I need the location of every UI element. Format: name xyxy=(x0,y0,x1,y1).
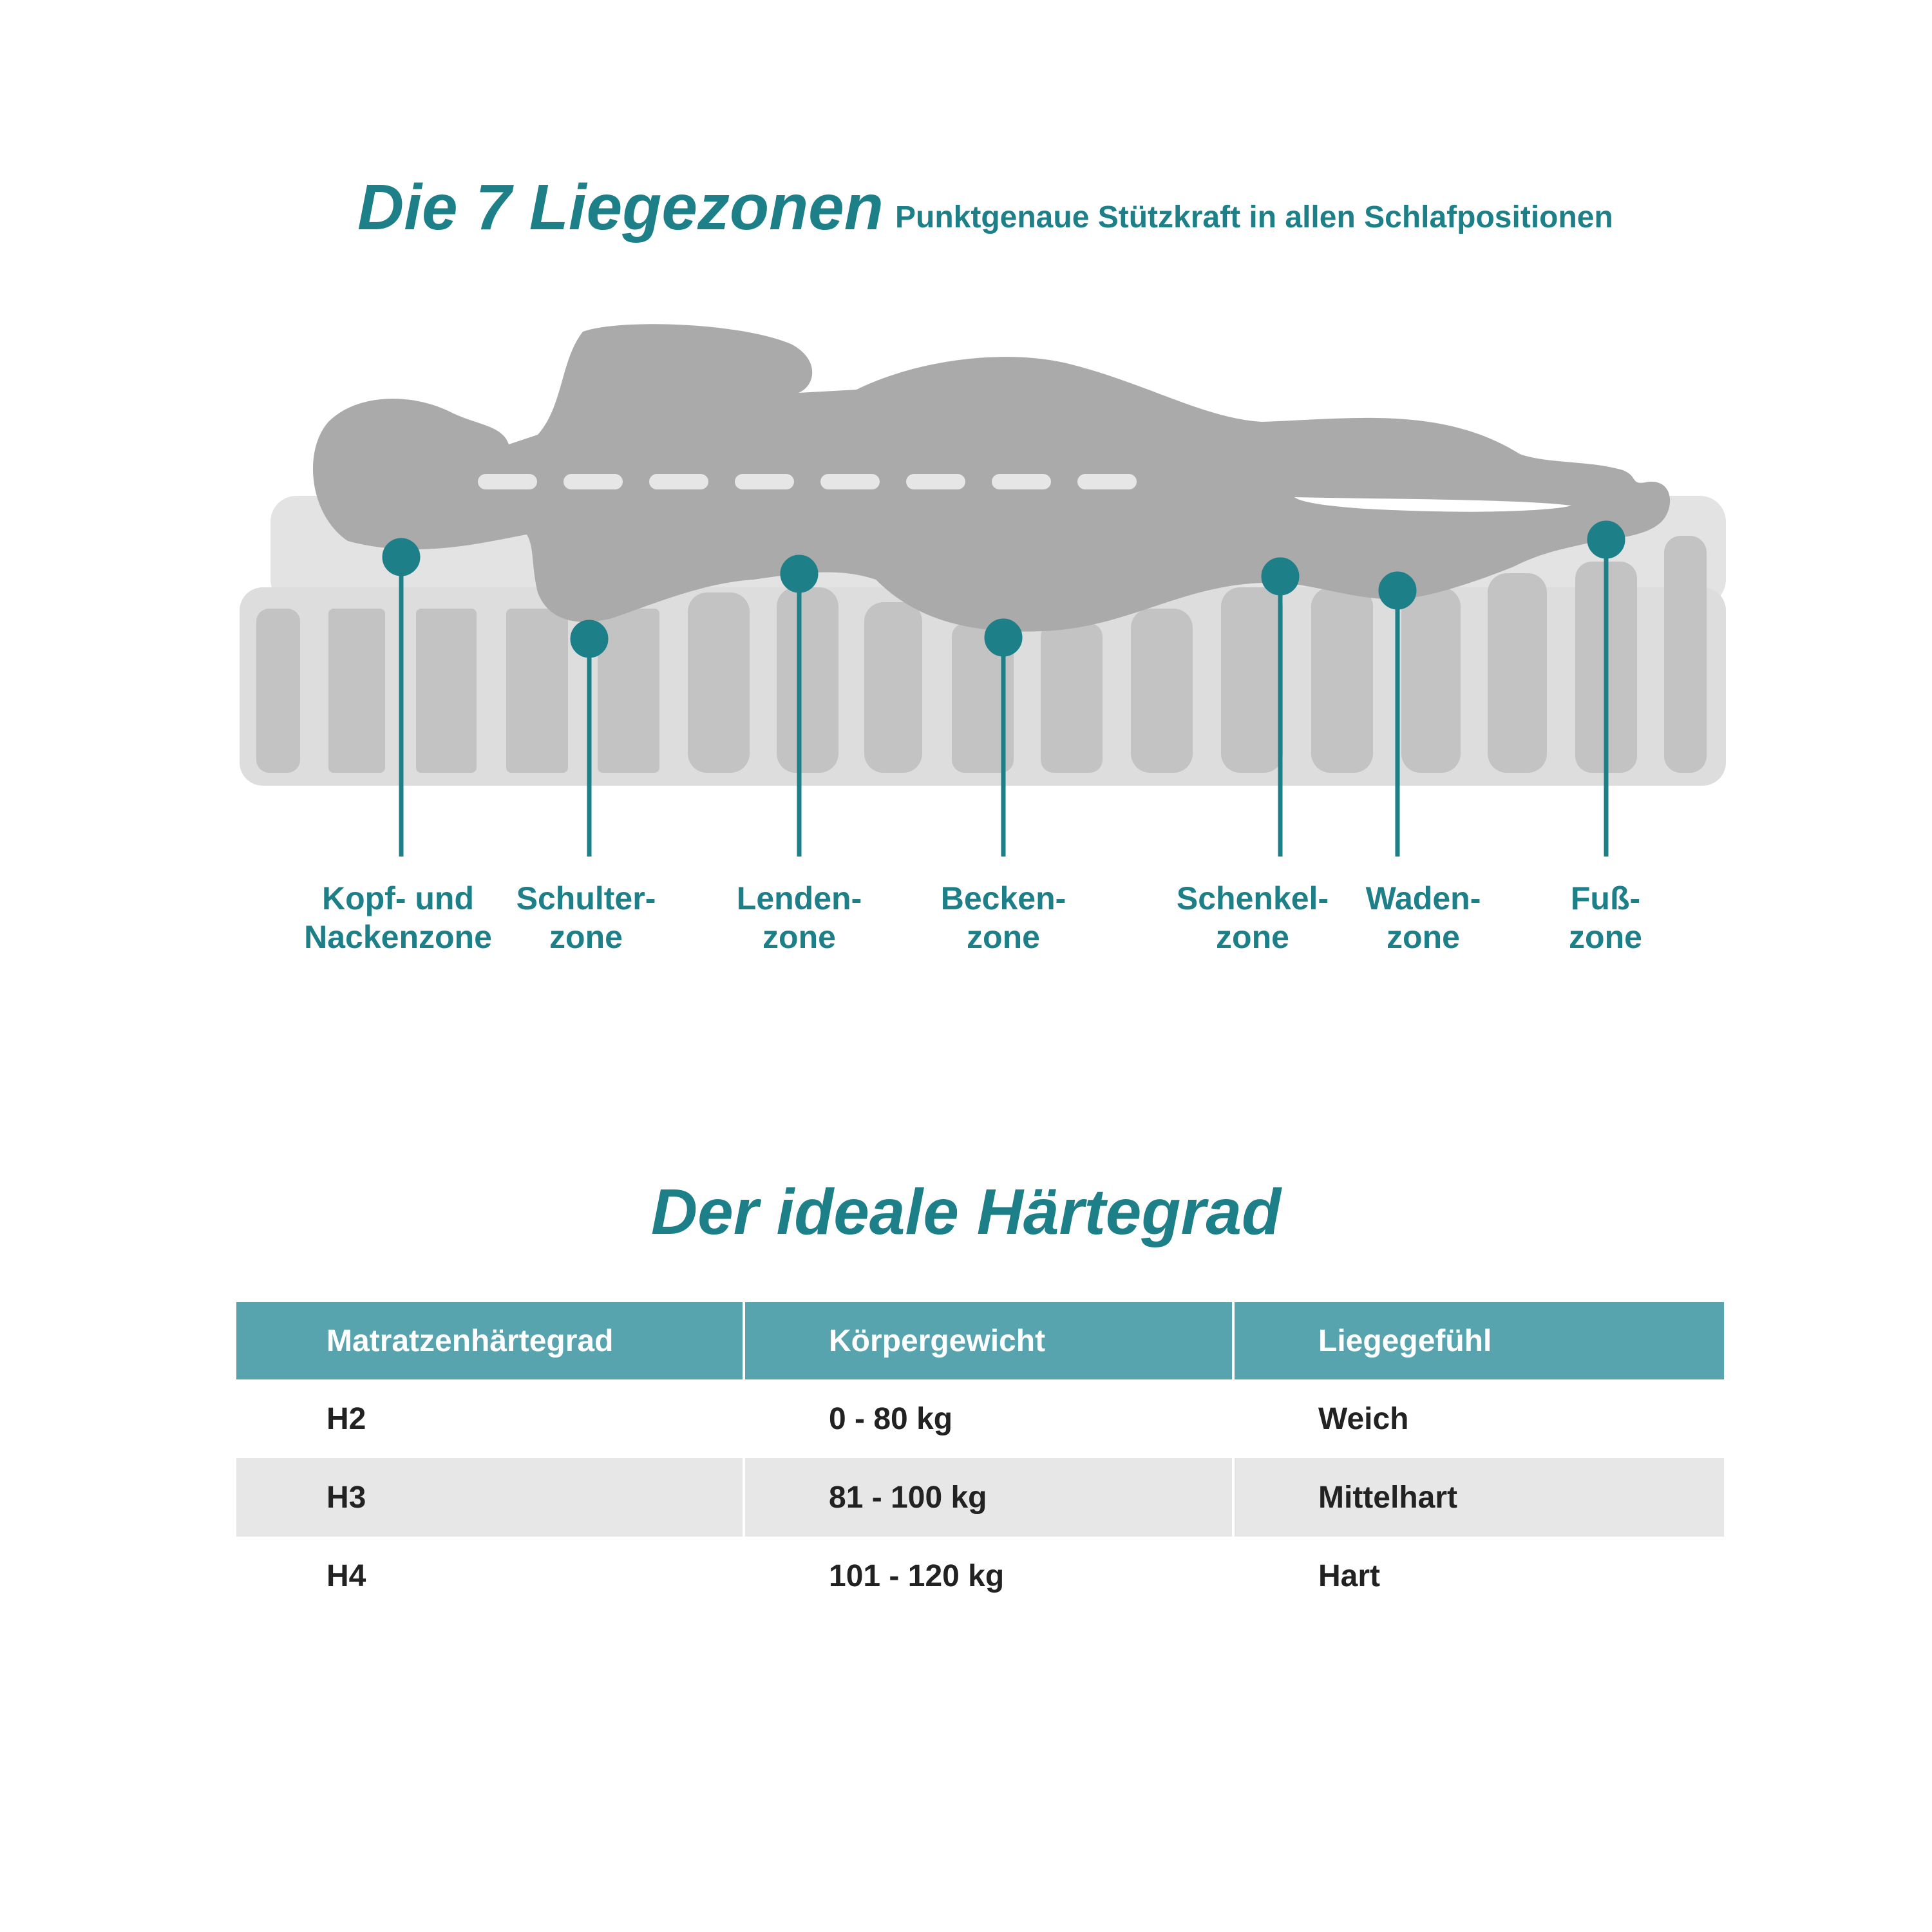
zone-marker-calf xyxy=(1381,574,1414,607)
zones-subtitle: Punktgenaue Stützkraft in allen Schlafpositionen xyxy=(895,200,1613,234)
zone-marker-foot xyxy=(1589,523,1623,556)
zones-title: Die 7 Liegezonen xyxy=(357,171,884,243)
mattress-illustration xyxy=(0,0,1932,863)
zone-marker-pelvis xyxy=(987,621,1020,654)
hardness-table xyxy=(236,1302,1724,1615)
zone-label-thigh: Schenkel- zone xyxy=(1176,880,1329,955)
zone-marker-shoulder xyxy=(573,622,606,656)
zone-label-lumbar: Lenden- zone xyxy=(736,880,862,955)
cell-weight: 0 - 80 kg xyxy=(743,1379,1232,1458)
header-hardness: Matratzenhärtegrad xyxy=(327,1323,614,1358)
cell-hardness: H4 xyxy=(327,1558,366,1593)
zone-marker-head xyxy=(384,540,418,574)
zone-label-head: Kopf- und Nackenzone xyxy=(304,880,492,955)
zone-label-foot: Fuß- zone xyxy=(1569,880,1642,955)
cell-weight: 101 - 120 kg xyxy=(743,1537,1232,1615)
zone-marker-thigh xyxy=(1264,560,1297,593)
cell-weight: 81 - 100 kg xyxy=(743,1458,1232,1537)
zone-marker-lumbar xyxy=(782,557,816,591)
table-row xyxy=(236,1379,1724,1458)
header-feel: Liegegefühl xyxy=(1232,1302,1724,1379)
zone-label-shoulder: Schulter- zone xyxy=(516,880,656,955)
cell-hardness: H2 xyxy=(327,1401,366,1436)
cell-hardness: H3 xyxy=(327,1480,366,1515)
cell-feel: Hart xyxy=(1232,1537,1724,1615)
zone-label-calf: Waden- zone xyxy=(1365,880,1481,955)
header-weight: Körpergewicht xyxy=(743,1302,1232,1379)
hardness-title: Der ideale Härtegrad xyxy=(650,1176,1282,1248)
table-row xyxy=(236,1458,1724,1537)
cell-feel: Mittelhart xyxy=(1232,1458,1724,1537)
zone-label-pelvis: Becken- zone xyxy=(940,880,1066,955)
table-header-row xyxy=(236,1302,1724,1379)
table-row xyxy=(236,1537,1724,1615)
cell-feel: Weich xyxy=(1232,1379,1724,1458)
